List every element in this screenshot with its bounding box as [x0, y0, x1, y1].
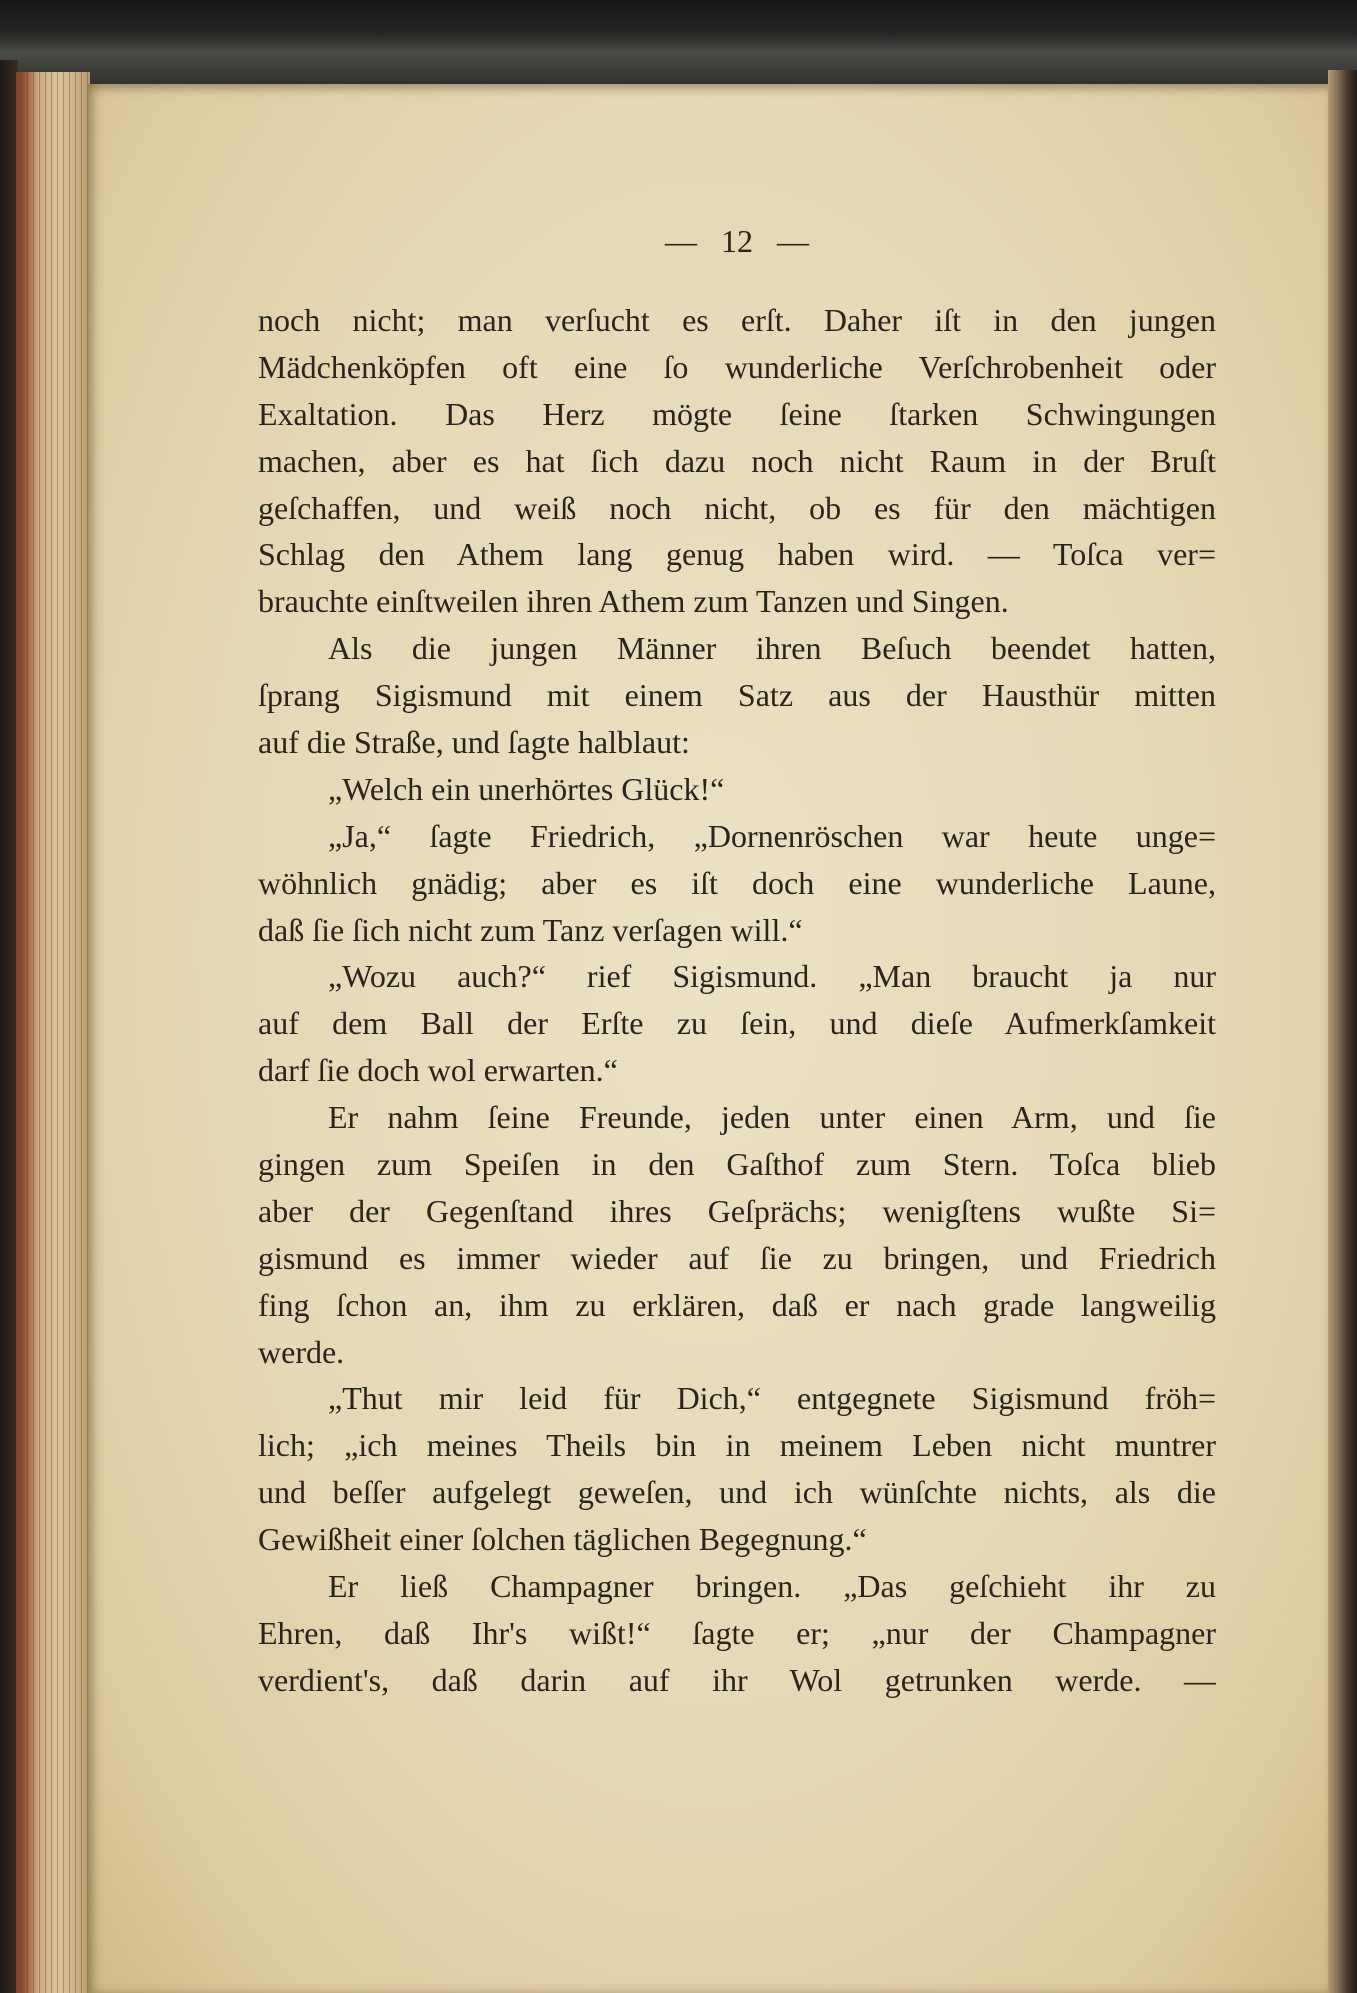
text-line: auf die Straße, und ſagte halblaut: [258, 724, 690, 761]
text-line: daß ſie ſich nicht zum Tanz verſagen will.“ [258, 911, 803, 948]
text-line: geſchaffen, und weiß noch nicht, ob es für den mächtigen [258, 489, 1216, 526]
text-line: „Ja,“ ſagte Friedrich, „Dornenröschen war heute unge= [328, 817, 1216, 854]
text-line: „Wozu auch?“ rief Sigismund. „Man braucht ja nur [328, 958, 1216, 995]
text-line: brauchte einſtweilen ihren Athem zum Tanzen und Singen. [258, 583, 1009, 620]
text-line: „Welch ein unerhörtes Glück!“ [328, 770, 725, 807]
text-line: Als die jungen Männer ihren Beſuch beendet hatten, [328, 630, 1216, 667]
text-line: gismund es immer wieder auf ſie zu bringen, und Friedrich [258, 1239, 1216, 1276]
text-line: ſprang Sigismund mit einem Satz aus der Hausthür mitten [258, 677, 1216, 714]
text-line: Er ließ Champagner bringen. „Das geſchieht ihr zu [328, 1568, 1216, 1605]
page-number: — 12 — [665, 223, 809, 259]
text-line: machen, aber es hat ſich dazu noch nicht Raum in der Bruſt [258, 442, 1216, 479]
text-line: wöhnlich gnädig; aber es iſt doch eine wunderliche Laune, [258, 864, 1216, 901]
text-line: auf dem Ball der Erſte zu ſein, und dieſe Aufmerkſamkeit [258, 1005, 1216, 1042]
text-line: „Thut mir leid für Dich,“ entgegnete Sigismund fröh= [328, 1380, 1216, 1417]
text-line: gingen zum Speiſen in den Gaſthof zum Stern. Toſca blieb [258, 1146, 1216, 1183]
text-line: Er nahm ſeine Freunde, jeden unter einen Arm, und ſie [328, 1099, 1216, 1136]
text-line: verdient's, daß darin auf ihr Wol getrunken werde. — [258, 1661, 1216, 1698]
text-line: Gewißheit einer ſolchen täglichen Begegnung.“ [258, 1521, 867, 1558]
book-cover-top-edge [0, 0, 1357, 96]
text-line: fing ſchon an, ihm zu erklären, daß er nach grade langweilig [258, 1286, 1216, 1323]
text-line: noch nicht; man verſucht es erſt. Daher iſt in den jungen [258, 302, 1216, 338]
text-line: darf ſie doch wol erwarten.“ [258, 1052, 618, 1089]
book-cover-right-edge [1328, 70, 1357, 1993]
text-line: werde. [258, 1333, 345, 1370]
text-line: Mädchenköpfen oft eine ſo wunderliche Verſchrobenheit oder [258, 348, 1216, 385]
text-line: Schlag den Athem lang genug haben wird. — Toſca ver= [258, 536, 1216, 573]
text-line: aber der Gegenſtand ihres Geſprächs; wenigſtens wußte Si= [258, 1192, 1216, 1229]
text-line: Ehren, daß Ihr's wißt!“ ſagte er; „nur der Champagner [258, 1614, 1216, 1651]
text-line: lich; „ich meines Theils bin in meinem Leben nicht muntrer [258, 1427, 1216, 1464]
text-line: Exaltation. Das Herz mögte ſeine ſtarken Schwingungen [258, 395, 1216, 432]
text-line: und beſſer aufgelegt geweſen, und ich wünſchte nichts, als die [258, 1474, 1216, 1511]
page-stack-edges [16, 72, 90, 1993]
body-text [258, 297, 1216, 1704]
